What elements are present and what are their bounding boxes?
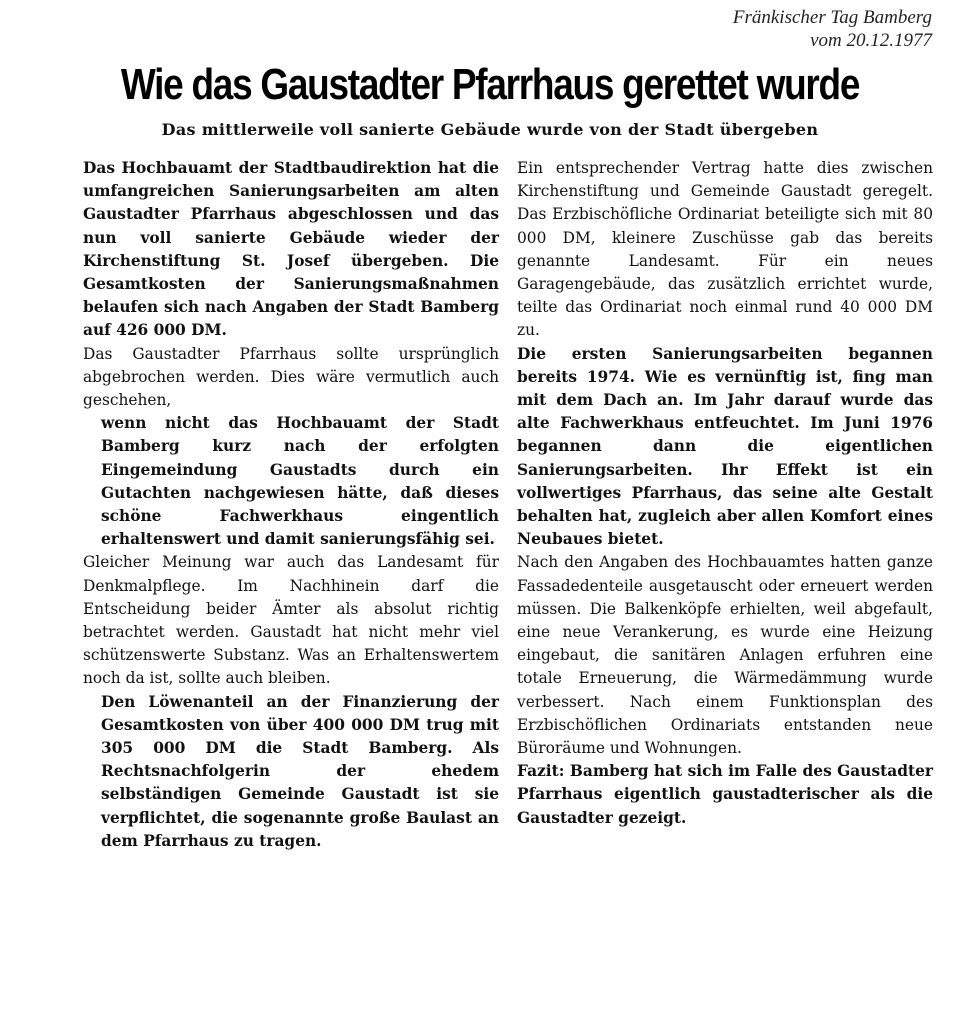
article-subheadline: Das mittlerweile voll sanierte Gebäude wurde von der Stadt übergeben <box>161 120 819 139</box>
article-column-right <box>517 157 933 830</box>
source-attribution <box>733 6 932 52</box>
paragraph-heritage-office: Gleicher Meinung war auch das Landesamt für Denkmalpflege. Im Nachhinein darf die Entscheidung beider Ämter als absolut richtig betrachtet werden. Gaustadt hat nicht mehr viel schützenswerte Substanz. Was an Erhaltenswertem noch da ist, sollte auch bleiben. <box>83 553 499 688</box>
paragraph-renovation-details: Nach den Angaben des Hochbauamtes hatten ganze Fassadedenteile ausgetauscht oder erneuert werden müssen. Die Balkenköpfe erhielten, weil abgefault, eine neue Verankerung, es wurde eine Heizung eingebaut, die sanitären Anlagen erfuhren eine totale Erneuerung, die Wärmedämmung wurde verbessert. Nach einem Funktionsplan des Erzbischöflichen Ordinariats entstanden neue Büroräume und Wohnungen. <box>517 553 933 758</box>
paragraph-expert-report: wenn nicht das Hochbauamt der Stadt Bamberg kurz nach der erfolgten Eingemeindung Gaustadts durch ein Gutachten nachgewiesen hätte, daß dieses schöne Fachwerkhaus eingentlich erhaltenswert und damit sanierungsfähig sei. <box>101 414 499 549</box>
paragraph-financing: Den Löwenanteil an der Finanzierung der Gesamtkosten von über 400 000 DM trug mit 305 000 DM die Stadt Bamberg. Als Rechtsnachfolgerin der ehedem selbständigen Gemeinde Gaustadt ist sie verpflichtet, die sogenannte große Baulast an dem Pfarrhaus zu tragen. <box>101 692 499 850</box>
article-column-left <box>83 157 499 853</box>
paragraph-demolition: Das Gaustadter Pfarrhaus sollte ursprünglich abgebrochen werden. Dies wäre vermutlich auch geschehen, <box>83 344 499 410</box>
source-publication: Fränkischer Tag Bamberg <box>732 7 932 28</box>
paragraph-intro: Das Hochbauamt der Stadtbaudirektion hat die umfangreichen Sanierungsarbeiten am alten Gaustadter Pfarrhaus abgeschlossen und das nun voll sanierte Gebäude wieder der Kirchenstiftung St. Josef übergeben. Die Gesamtkosten der Sanierungsmaßnahmen belaufen sich nach Angaben der Stadt Bamberg auf 426 000 DM. <box>83 159 499 340</box>
article-headline: Wie das Gaustadter Pfarrhaus gerettet wurde <box>120 60 860 109</box>
source-date: vom 20.12.1977 <box>810 30 932 51</box>
paragraph-timeline: Die ersten Sanierungsarbeiten begannen bereits 1974. Wie es vernünftig ist, fing man mit dem Dach an. Im Jahr darauf wurde das alte Fachwerkhaus entfeuchtet. Im Juni 1976 begannen dann die eigentlichen Sanierungsarbeiten. Ihr Effekt ist ein vollwertiges Pfarrhaus, das seine alte Gestalt behalten hat, zugleich aber allen Komfort eines Neubaues bietet. <box>517 344 933 549</box>
paragraph-conclusion: Fazit: Bamberg hat sich im Falle des Gaustadter Pfarrhaus eigentlich gaustadterischer als die Gaustadter gezeigt. <box>517 762 933 827</box>
paragraph-contract: Ein entsprechender Vertrag hatte dies zwischen Kirchenstiftung und Gemeinde Gaustadt geregelt. Das Erzbischöfliche Ordinariat beteiligte sich mit 80 000 DM, kleinere Zuschüsse gab das bereits genannte Landesamt. Für ein neues Garagengebäude, das zusätzlich errichtet wurde, teilte das Ordinariat noch einmal rund 40 000 DM zu. <box>517 159 933 340</box>
